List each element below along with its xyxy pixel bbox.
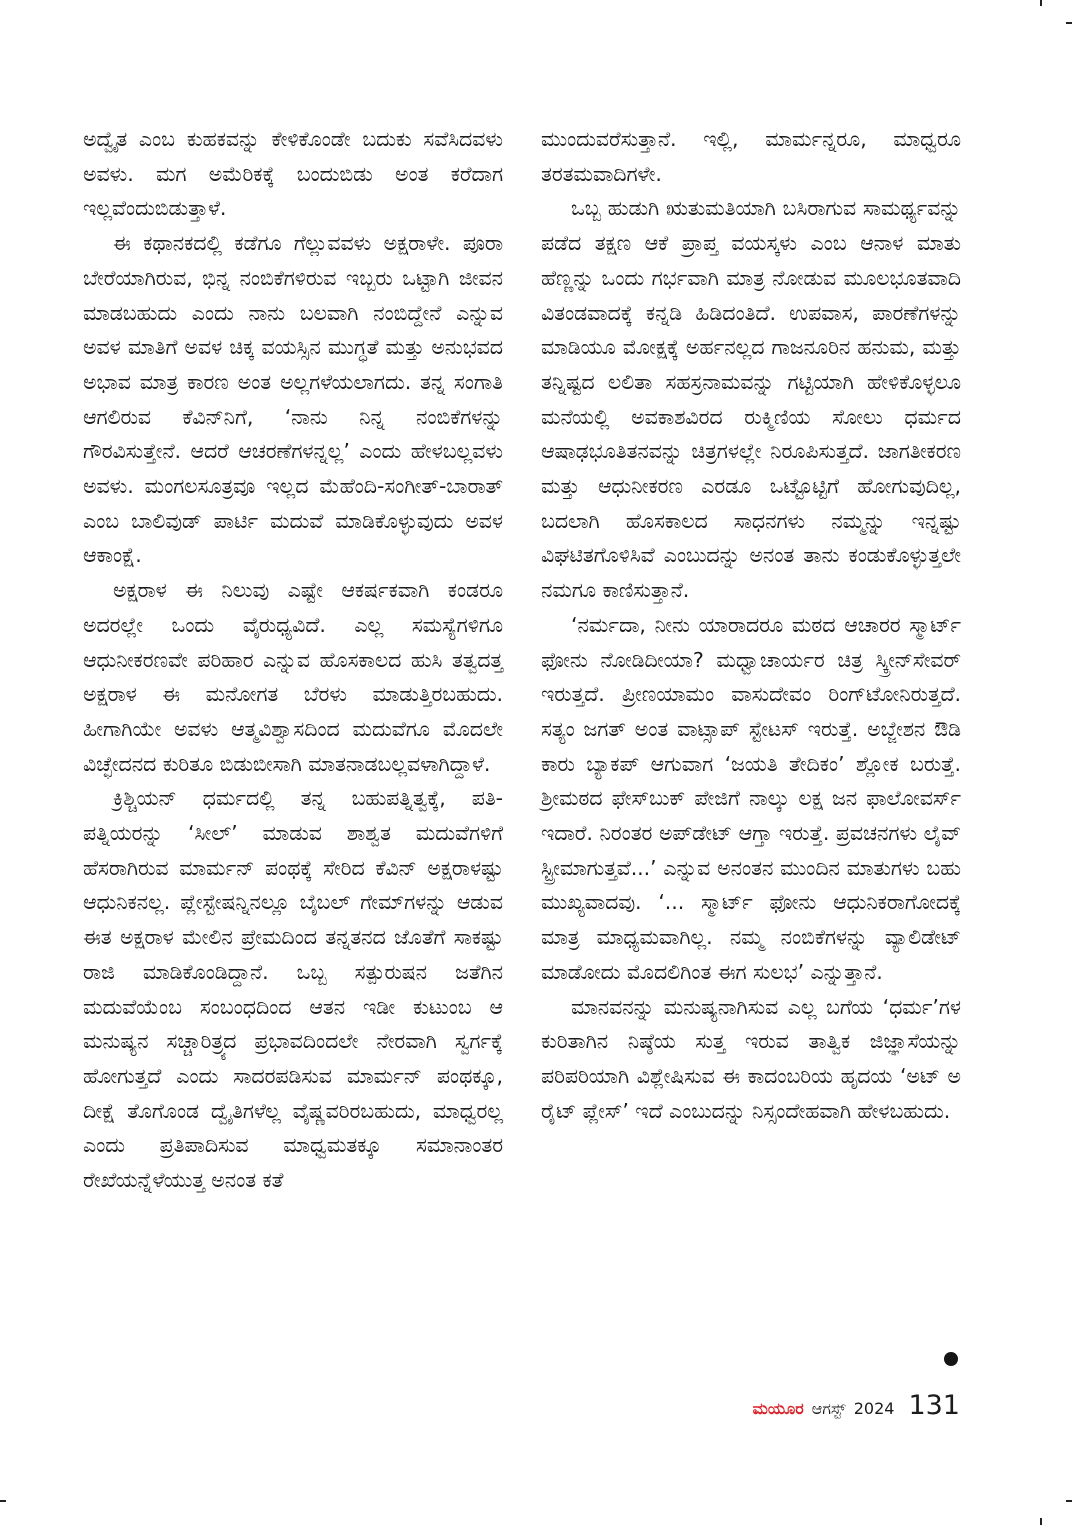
paragraph: ಒಬ್ಬ ಹುಡುಗಿ ಋತುಮತಿಯಾಗಿ ಬಸಿರಾಗುವ ಸಾಮರ್ಥ್ಯವನ್ನು ಪಡೆದ ತಕ್ಷಣ ಆಕೆ ಪ್ರಾಪ್ತ ವಯಸ್ಕಳು ಎಂಬ ಆನಾಳ ಮಾತು ಹೆಣ್ಣನ್ನು ಒಂದು ಗರ್ಭವಾಗಿ ಮಾತ್ರ ನೋಡುವ ಮೂಲಭೂತವಾದಿ ವಿತಂಡವಾದಕ್ಕೆ ಕನ್ನಡಿ ಹಿಡಿದಂತಿದೆ. ಉಪವಾಸ, ಪಾರಣೆಗಳನ್ನು ಮಾಡಿಯೂ ಮೋಕ್ಷಕ್ಕೆ ಅರ್ಹನಲ್ಲದ ಗಾಜನೂರಿನ ಹನುಮ, ಮತ್ತು ತನ್ನಿಷ್ಟದ ಲಲಿತಾ ಸಹಸ್ರನಾಮವನ್ನು ಗಟ್ಟಿಯಾಗಿ ಹೇಳಿಕೊಳ್ಳಲೂ ಮನೆಯಲ್ಲಿ ಅವಕಾಶವಿರದ ರುಕ್ಮಿಣಿಯ ಸೋಲು ಧರ್ಮದ ಆಷಾಢಭೂತಿತನವನ್ನು ಚಿತ್ರಗಳಲ್ಲೇ ನಿರೂಪಿಸುತ್ತದೆ. ಜಾಗತೀಕರಣ ಮತ್ತು ಆಧುನೀಕರಣ ಎರಡೂ ಒಟ್ಟೊಟ್ಟಿಗೆ ಹೋಗುವುದಿಲ್ಲ, ಬದಲಾಗಿ ಹೊಸಕಾಲದ ಸಾಧನಗಳು ನಮ್ಮನ್ನು ಇನ್ನಷ್ಟು ವಿಘಟಿತಗೊಳಿಸಿವೆ ಎಂಬುದನ್ನು ಅನಂತ ತಾನು ಕಂಡುಕೊಳ್ಳುತ್ತಲೇ ನಮಗೂ ಕಾಣಿಸುತ್ತಾನೆ. (541, 196, 961, 603)
magazine-brand: ಮಯೂರ (752, 1399, 804, 1418)
page-footer (753, 1390, 960, 1421)
page-number: 131 (908, 1390, 960, 1421)
left-text-column (83, 122, 503, 1198)
crop-mark-top-right (1040, 0, 1042, 6)
end-of-article-bullet-icon (944, 1352, 958, 1366)
paragraph: ಅದ್ವೈತ ಎಂಬ ಕುಹಕವನ್ನು ಕೇಳಿಕೊಂಡೇ ಬದುಕು ಸವೆಸಿದವಳು ಅವಳು. ಮಗ ಅಮೆರಿಕಕ್ಕೆ ಬಂದುಬಿಡು ಅಂತ ಕರೆದಾಗ ಇಲ್ಲವೆಂದುಬಿಡುತ್ತಾಳೆ. (83, 127, 503, 221)
paragraph: ಮುಂದುವರೆಸುತ್ತಾನೆ. ಇಲ್ಲಿ, ಮಾರ್ಮನ್ನರೂ, ಮಾಧ್ವರೂ ತರತಮವಾದಿಗಳೇ. (541, 127, 961, 186)
issue-month: ಆಗಸ್ಟ್ (811, 1399, 846, 1418)
issue-year: 2024 (853, 1399, 895, 1418)
paragraph: ಅಕ್ಷರಾಳ ಈ ನಿಲುವು ಎಷ್ಟೇ ಆಕರ್ಷಕವಾಗಿ ಕಂಡರೂ ಅದರಲ್ಲೇ ಒಂದು ವೈರುಧ್ಯವಿದೆ. ಎಲ್ಲ ಸಮಸ್ಯೆಗಳಿಗೂ ಆಧುನೀಕರಣವೇ ಪರಿಹಾರ ಎನ್ನುವ ಹೊಸಕಾಲದ ಹುಸಿ ತತ್ವದತ್ತ ಅಕ್ಷರಾಳ ಈ ಮನೋಗತ ಬೆರಳು ಮಾಡುತ್ತಿರಬಹುದು. ಹೀಗಾಗಿಯೇ ಅವಳು ಆತ್ಮವಿಶ್ವಾಸದಿಂದ ಮದುವೆಗೂ ಮೊದಲೇ ವಿಚ್ಛೇದನದ ಕುರಿತೂ ಬಿಡುಬೀಸಾಗಿ ಮಾತನಾಡಬಲ್ಲವಳಾಗಿದ್ದಾಳೆ. (83, 578, 503, 776)
crop-mark-right-top (1066, 22, 1072, 24)
paragraph: ಮಾನವನನ್ನು ಮನುಷ್ಯನಾಗಿಸುವ ಎಲ್ಲ ಬಗೆಯ ‘ಧರ್ಮ’ಗಳ ಕುರಿತಾಗಿನ ನಿಷ್ಠೆಯ ಸುತ್ತ ಇರುವ ತಾತ್ವಿಕ ಜಿಜ್ಞಾಸೆಯನ್ನು ಪರಿಪರಿಯಾಗಿ ವಿಶ್ಲೇಷಿಸುವ ಈ ಕಾದಂಬರಿಯ ಹೃದಯ ‘ಅಟ್ ಅ ರೈಟ್ ಪ್ಲೇಸ್’ ಇದೆ ಎಂಬುದನ್ನು ನಿಸ್ಸಂದೇಹವಾಗಿ ಹೇಳಬಹುದು. (541, 994, 961, 1123)
right-text-column (541, 122, 961, 1128)
paragraph: ಕ್ರಿಶ್ಚಿಯನ್ ಧರ್ಮದಲ್ಲಿ ತನ್ನ ಬಹುಪತ್ನಿತ್ವಕ್ಕೆ, ಪತಿ-ಪತ್ನಿಯರನ್ನು ‘ಸೀಲ್’ ಮಾಡುವ ಶಾಶ್ವತ ಮದುವೆಗಳಿಗೆ ಹೆಸರಾಗಿರುವ ಮಾರ್ಮನ್ ಪಂಥಕ್ಕೆ ಸೇರಿದ ಕೆವಿನ್ ಅಕ್ಷರಾಳಷ್ಟು ಆಧುನಿಕನಲ್ಲ. ಪ್ಲೇಸ್ಟೇಷನ್ನಿನಲ್ಲೂ ಬೈಬಲ್ ಗೇಮ್‌ಗಳನ್ನು ಆಡುವ ಈತ ಅಕ್ಷರಾಳ ಮೇಲಿನ ಪ್ರೇಮದಿಂದ ತನ್ನತನದ ಜೊತೆಗೆ ಸಾಕಷ್ಟು ರಾಜಿ ಮಾಡಿಕೊಂಡಿದ್ದಾನೆ. ಒಬ್ಬ ಸತ್ಪುರುಷನ ಜತೆಗಿನ ಮದುವೆಯೆಂಬ ಸಂಬಂಧದಿಂದ ಆತನ ಇಡೀ ಕುಟುಂಬ ಆ ಮನುಷ್ಯನ ಸಚ್ಚಾರಿತ್ರ್ಯದ ಪ್ರಭಾವದಿಂದಲೇ ನೇರವಾಗಿ ಸ್ವರ್ಗಕ್ಕೆ ಹೋಗುತ್ತದೆ ಎಂದು ಸಾದರಪಡಿಸುವ ಮಾರ್ಮನ್ ಪಂಥಕ್ಕೂ, ದೀಕ್ಷೆ ತೊಗೊಂಡ ದ್ವೈತಿಗಳೆಲ್ಲ ವೈಷ್ಣವರಿರಬಹುದು, ಮಾಧ್ವರಲ್ಲ ಎಂದು ಪ್ರತಿಪಾದಿಸುವ ಮಾಧ್ವಮತಕ್ಕೂ ಸಮಾನಾಂತರ ರೇಖೆಯನ್ನೆಳೆಯುತ್ತ ಅನಂತ ಕತೆ (83, 786, 503, 1193)
crop-mark-left-bottom (0, 1500, 6, 1502)
crop-mark-bottom-right (1040, 1518, 1042, 1525)
paragraph: ‘ನರ್ಮದಾ, ನೀನು ಯಾರಾದರೂ ಮಠದ ಆಚಾರರ ಸ್ಮಾರ್ಟ್ ಫೋನು ನೋಡಿದೀಯಾ? ಮಧ್ವಾಚಾರ್ಯರ ಚಿತ್ರ ಸ್ಕ್ರೀನ್‌ಸೇವರ್ ಇರುತ್ತದೆ. ಪ್ರೀಣಯಾಮಂ ವಾಸುದೇವಂ ರಿಂಗ್‌ಟೋನಿರುತ್ತದೆ. ಸತ್ಯಂ ಜಗತ್ ಅಂತ ವಾಟ್ಸಾಪ್ ಸ್ಟೇಟಸ್ ಇರುತ್ತೆ. ಅಬ್ಜೇಶನ ಔಡಿ ಕಾರು ಬ್ಯಾಕಪ್ ಆಗುವಾಗ ‘ಜಯತಿ ತೇದಿಕಂ’ ಶ್ಲೋಕ ಬರುತ್ತೆ. ಶ್ರೀಮಠದ ಫೇಸ್‌ಬುಕ್ ಪೇಜಿಗೆ ನಾಲ್ಕು ಲಕ್ಷ ಜನ ಫಾಲೋವರ್ಸ್ ಇದಾರೆ. ನಿರಂತರ ಅಪ್‌ಡೇಟ್ ಆಗ್ತಾ ಇರುತ್ತೆ. ಪ್ರವಚನಗಳು ಲೈವ್ ಸ್ಟ್ರೀಮಾಗುತ್ತವೆ...’ ಎನ್ನುವ ಅನಂತನ ಮುಂದಿನ ಮಾತುಗಳು ಬಹು ಮುಖ್ಯವಾದವು. ‘... ಸ್ಮಾರ್ಟ್ ಫೋನು ಆಧುನಿಕರಾಗೋದಕ್ಕೆ ಮಾತ್ರ ಮಾಧ್ಯಮವಾಗಿಲ್ಲ. ನಮ್ಮ ನಂಬಿಕೆಗಳನ್ನು ವ್ಯಾಲಿಡೇಟ್ ಮಾಡೋದು ಮೊದಲಿಗಿಂತ ಈಗ ಸುಲಭ’ ಎನ್ನುತ್ತಾನೆ. (541, 612, 961, 984)
paragraph: ಈ ಕಥಾನಕದಲ್ಲಿ ಕಡೆಗೂ ಗೆಲ್ಲುವವಳು ಅಕ್ಷರಾಳೇ. ಪೂರಾ ಬೇರೆಯಾಗಿರುವ, ಭಿನ್ನ ನಂಬಿಕೆಗಳಿರುವ ಇಬ್ಬರು ಒಟ್ಟಾಗಿ ಜೀವನ ಮಾಡಬಹುದು ಎಂದು ನಾನು ಬಲವಾಗಿ ನಂಬಿದ್ದೇನೆ ಎನ್ನುವ ಅವಳ ಮಾತಿಗೆ ಅವಳ ಚಿಕ್ಕ ವಯಸ್ಸಿನ ಮುಗ್ಧತೆ ಮತ್ತು ಅನುಭವದ ಅಭಾವ ಮಾತ್ರ ಕಾರಣ ಅಂತ ಅಲ್ಲಗಳೆಯಲಾಗದು. ತನ್ನ ಸಂಗಾತಿ ಆಗಲಿರುವ ಕೆವಿನ್‌ನಿಗೆ, ‘ನಾನು ನಿನ್ನ ನಂಬಿಕೆಗಳನ್ನು ಗೌರವಿಸುತ್ತೇನೆ. ಆದರೆ ಆಚರಣೆಗಳನ್ನಲ್ಲ’ ಎಂದು ಹೇಳಬಲ್ಲವಳು ಅವಳು. ಮಂಗಲಸೂತ್ರವೂ ಇಲ್ಲದ ಮೆಹೆಂದಿ-ಸಂಗೀತ್-ಬಾರಾತ್ ಎಂಬ ಬಾಲಿವುಡ್ ಪಾರ್ಟಿ ಮದುವೆ ಮಾಡಿಕೊಳ್ಳುವುದು ಅವಳ ಆಕಾಂಕ್ಷೆ. (83, 231, 503, 568)
crop-mark-right-bottom (1066, 1500, 1072, 1502)
